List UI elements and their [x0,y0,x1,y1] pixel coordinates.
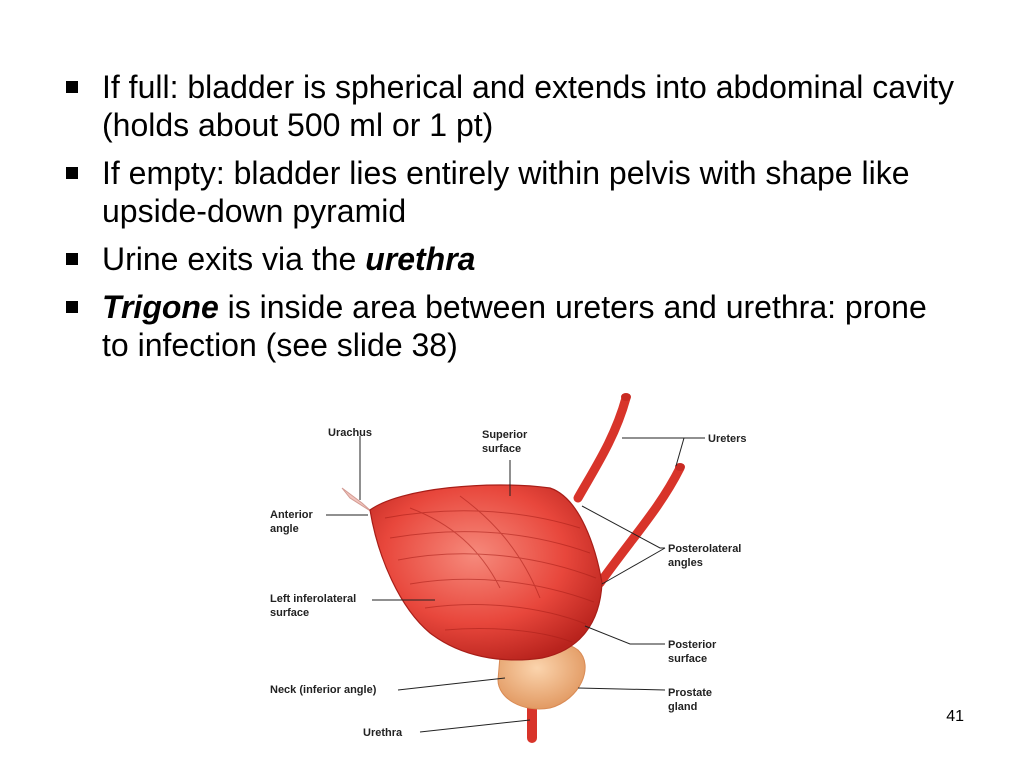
label-urethra: Urethra [363,727,403,739]
bullet-item [62,288,962,364]
label-anterior-2: angle [270,523,299,535]
bladder-diagram [260,388,780,748]
label-prostate-1: Prostate [668,687,713,699]
bullet-item [62,154,962,230]
label-left-inferolateral-1: Left inferolateral [270,593,357,605]
label-posterior-2: surface [668,653,708,665]
emphasized-term: Trigone [102,289,219,325]
emphasized-term: urethra [365,241,476,277]
bullet-text: Urine exits via the [102,241,366,277]
label-urachus: Urachus [328,427,373,439]
label-left-inferolateral-2: surface [270,607,310,619]
label-posterolateral-1: Posterolateral [668,543,742,555]
label-neck: Neck (inferior angle) [270,684,377,696]
label-superior-2: surface [482,443,522,455]
square-bullet-icon [66,81,78,93]
label-posterior-1: Posterior [668,639,717,651]
label-prostate-2: gland [668,701,698,713]
urachus [342,488,372,512]
label-superior-1: Superior [482,429,528,441]
bullet-text: is inside area between ureters and urethra: prone to infection (see slide 38) [102,289,927,363]
square-bullet-icon [66,301,78,313]
bullet-item [62,240,962,278]
label-ureters: Ureters [708,433,747,445]
bullet-list [62,68,962,374]
bladder-illustration [260,388,780,748]
square-bullet-icon [66,167,78,179]
square-bullet-icon [66,253,78,265]
bullet-item [62,68,962,144]
ureter-right [578,398,626,498]
bullet-text: If full: bladder is spherical and extends into abdominal cavity (holds about 500 ml or 1 pt) [102,69,955,143]
label-posterolateral-2: angles [668,557,703,569]
label-anterior-1: Anterior [270,509,313,521]
bullet-text: If empty: bladder lies entirely within pelvis with shape like upside-down pyramid [102,155,910,229]
slide-number: 41 [946,708,964,725]
